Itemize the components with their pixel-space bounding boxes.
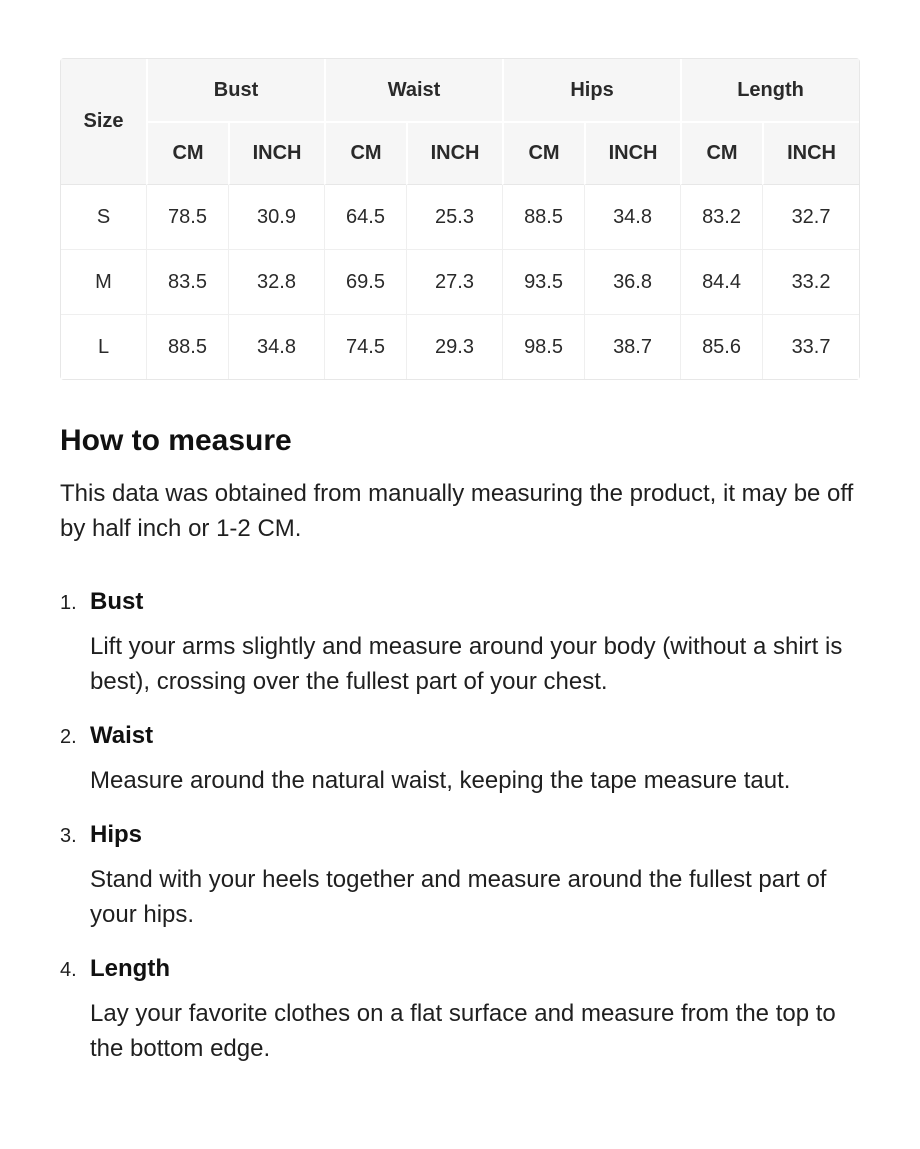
table-cell: 84.4 xyxy=(680,250,762,315)
measure-item-description: Lay your favorite clothes on a flat surface and measure from the top to the bottom edge. xyxy=(90,1000,836,1062)
table-header-size: Size xyxy=(61,59,146,185)
measure-item-hips xyxy=(60,821,860,932)
table-cell: 36.8 xyxy=(584,250,680,315)
table-cell: 25.3 xyxy=(406,185,502,250)
measure-item-description: Stand with your heels together and measure around the fullest part of your hips. xyxy=(90,866,827,928)
size-cell: M xyxy=(61,250,146,315)
section-title: How to measure xyxy=(60,424,292,457)
table-cell: 69.5 xyxy=(324,250,406,315)
table-row xyxy=(61,185,859,250)
table-header-length: Length xyxy=(680,59,859,123)
size-cell: L xyxy=(61,315,146,379)
measure-item-term: Length xyxy=(90,955,170,982)
table-header-unit: INCH xyxy=(406,123,502,185)
table-group-header-row xyxy=(61,59,859,123)
table-cell: 29.3 xyxy=(406,315,502,379)
table-header-unit: CM xyxy=(146,123,228,185)
measure-item-length xyxy=(60,955,860,1066)
measure-item-term: Hips xyxy=(90,821,143,848)
table-row xyxy=(61,315,859,379)
size-cell: S xyxy=(61,185,146,250)
table-unit-header-row xyxy=(61,123,859,185)
table-header-unit: CM xyxy=(324,123,406,185)
table-cell: 83.5 xyxy=(146,250,228,315)
table-cell: 32.7 xyxy=(762,185,859,250)
measure-item-header xyxy=(60,588,860,616)
table-cell: 34.8 xyxy=(228,315,324,379)
measure-item-waist xyxy=(60,722,860,798)
table-cell: 32.8 xyxy=(228,250,324,315)
table-cell: 33.7 xyxy=(762,315,859,379)
measure-item-description: Measure around the natural waist, keeping the tape measure taut. xyxy=(90,767,791,794)
measure-item-bust xyxy=(60,588,860,699)
table-header-unit: CM xyxy=(680,123,762,185)
table-header-waist: Waist xyxy=(324,59,502,123)
table-row xyxy=(61,250,859,315)
table-cell: 74.5 xyxy=(324,315,406,379)
table-cell: 27.3 xyxy=(406,250,502,315)
table-cell: 98.5 xyxy=(502,315,584,379)
table-header-hips: Hips xyxy=(502,59,680,123)
table-header-unit: INCH xyxy=(584,123,680,185)
table-cell: 88.5 xyxy=(146,315,228,379)
table-header-unit: INCH xyxy=(762,123,859,185)
table-header-bust: Bust xyxy=(146,59,324,123)
table-cell: 64.5 xyxy=(324,185,406,250)
intro-paragraph: This data was obtained from manually measuring the product, it may be off by half inch or 1-2 CM. xyxy=(60,480,854,542)
table-cell: 34.8 xyxy=(584,185,680,250)
measure-item-header xyxy=(60,821,860,849)
table-cell: 38.7 xyxy=(584,315,680,379)
table-cell: 83.2 xyxy=(680,185,762,250)
measure-item-header xyxy=(60,955,860,983)
measure-list xyxy=(60,588,860,1066)
measure-item-number: 4. xyxy=(60,959,77,981)
measure-item-description: Lift your arms slightly and measure around your body (without a shirt is best), crossing over the fullest part of your chest. xyxy=(90,633,843,695)
measure-item-header xyxy=(60,722,860,750)
measure-item-term: Bust xyxy=(90,588,144,615)
table-cell: 33.2 xyxy=(762,250,859,315)
table-cell: 78.5 xyxy=(146,185,228,250)
table-cell: 30.9 xyxy=(228,185,324,250)
table-header-unit: INCH xyxy=(228,123,324,185)
measure-item-term: Waist xyxy=(90,722,154,749)
table-cell: 88.5 xyxy=(502,185,584,250)
size-chart-table xyxy=(60,58,860,380)
measure-item-number: 1. xyxy=(60,592,77,614)
table-cell: 85.6 xyxy=(680,315,762,379)
measure-item-number: 2. xyxy=(60,726,77,748)
table-cell: 93.5 xyxy=(502,250,584,315)
table-header-unit: CM xyxy=(502,123,584,185)
measure-item-number: 3. xyxy=(60,825,77,847)
